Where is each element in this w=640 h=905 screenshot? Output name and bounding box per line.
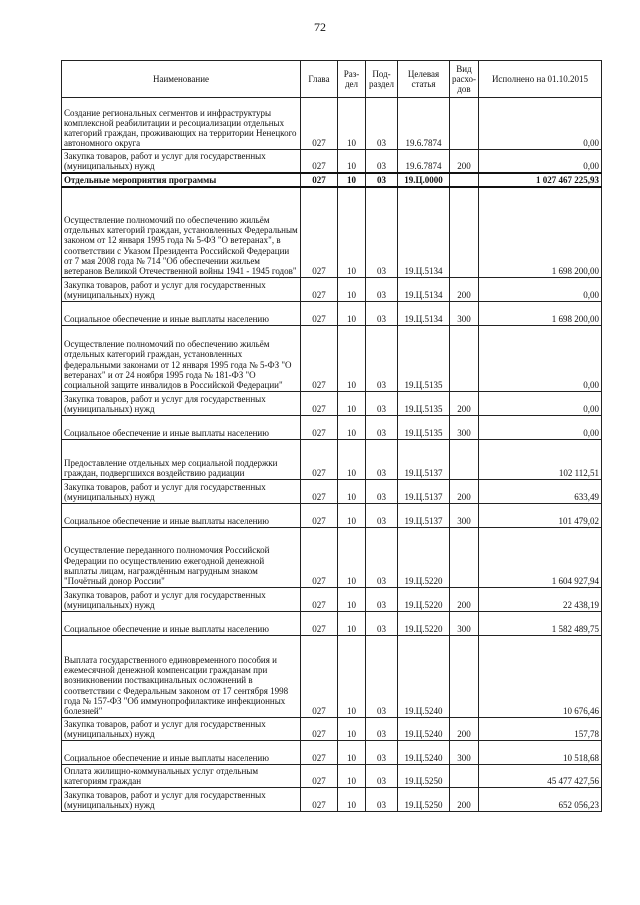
table-row xyxy=(62,98,602,150)
cell-name: Закупка товаров, работ и услуг для государственных (муниципальных) нужд xyxy=(62,150,301,174)
cell-sum: 1 698 200,00 xyxy=(479,301,602,325)
table-row xyxy=(62,764,602,787)
cell-name: Социальное обеспечение и иные выплаты населению xyxy=(62,301,301,325)
cell-razdel: 10 xyxy=(338,150,366,174)
cell-razdel: 10 xyxy=(338,325,366,391)
cell-glava: 027 xyxy=(301,740,338,764)
cell-sum: 0,00 xyxy=(479,277,602,301)
cell-name: Закупка товаров, работ и услуг для государственных (муниципальных) нужд xyxy=(62,391,301,415)
cell-razdel: 10 xyxy=(338,635,366,717)
cell-razdel: 10 xyxy=(338,740,366,764)
cell-podrazdel: 03 xyxy=(366,587,398,611)
cell-podrazdel: 03 xyxy=(366,635,398,717)
cell-vid xyxy=(450,187,479,277)
cell-sum: 0,00 xyxy=(479,325,602,391)
cell-sum: 101 479,02 xyxy=(479,503,602,527)
table-row xyxy=(62,503,602,527)
cell-target: 19.Ц.5137 xyxy=(398,479,450,503)
header-glava: Глава xyxy=(301,61,338,98)
cell-name: Оплата жилищно-коммунальных услуг отдельным категориям граждан xyxy=(62,764,301,787)
cell-podrazdel: 03 xyxy=(366,325,398,391)
cell-razdel: 10 xyxy=(338,764,366,787)
cell-vid xyxy=(450,635,479,717)
cell-vid: 200 xyxy=(450,479,479,503)
cell-razdel: 10 xyxy=(338,415,366,439)
cell-sum: 10 676,46 xyxy=(479,635,602,717)
cell-razdel: 10 xyxy=(338,98,366,150)
cell-sum: 102 112,51 xyxy=(479,439,602,479)
header-target: Целевая статья xyxy=(398,61,450,98)
cell-vid xyxy=(450,173,479,187)
cell-podrazdel: 03 xyxy=(366,479,398,503)
cell-target: 19.Ц.5134 xyxy=(398,187,450,277)
cell-name: Социальное обеспечение и иные выплаты населению xyxy=(62,415,301,439)
cell-sum: 0,00 xyxy=(479,150,602,174)
cell-glava: 027 xyxy=(301,439,338,479)
cell-glava: 027 xyxy=(301,527,338,587)
cell-name: Социальное обеспечение и иные выплаты населению xyxy=(62,740,301,764)
table-row xyxy=(62,717,602,740)
cell-glava: 027 xyxy=(301,587,338,611)
cell-name: Осуществление переданного полномочия Российской Федерации по осуществлению ежегодной денежной выплаты лицам, награждённым нагрудным знаком "Почётный донор России" xyxy=(62,527,301,587)
cell-glava: 027 xyxy=(301,717,338,740)
cell-target: 19.Ц.5220 xyxy=(398,527,450,587)
cell-target: 19.Ц.5137 xyxy=(398,503,450,527)
cell-target: 19.Ц.5250 xyxy=(398,788,450,812)
header-razdel: Раз-дел xyxy=(338,61,366,98)
cell-glava: 027 xyxy=(301,635,338,717)
cell-sum: 157,78 xyxy=(479,717,602,740)
cell-vid: 200 xyxy=(450,277,479,301)
cell-name: Социальное обеспечение и иные выплаты населению xyxy=(62,503,301,527)
cell-sum: 1 582 489,75 xyxy=(479,611,602,635)
header-executed: Исполнено на 01.10.2015 xyxy=(479,61,602,98)
table-row xyxy=(62,527,602,587)
cell-razdel: 10 xyxy=(338,527,366,587)
cell-sum: 1 027 467 225,93 xyxy=(479,173,602,187)
table-row xyxy=(62,325,602,391)
cell-podrazdel: 03 xyxy=(366,301,398,325)
cell-glava: 027 xyxy=(301,325,338,391)
cell-name: Предоставление отдельных мер социальной поддержки граждан, подвергшихся воздействию радиации xyxy=(62,439,301,479)
cell-target: 19.Ц.5240 xyxy=(398,635,450,717)
cell-glava: 027 xyxy=(301,391,338,415)
cell-vid xyxy=(450,527,479,587)
cell-glava: 027 xyxy=(301,611,338,635)
cell-vid: 300 xyxy=(450,301,479,325)
cell-podrazdel: 03 xyxy=(366,717,398,740)
table-row xyxy=(62,277,602,301)
cell-target: 19.Ц.5134 xyxy=(398,277,450,301)
cell-razdel: 10 xyxy=(338,611,366,635)
cell-glava: 027 xyxy=(301,150,338,174)
header-podrazdel: Под-раздел xyxy=(366,61,398,98)
cell-target: 19.Ц.5220 xyxy=(398,587,450,611)
cell-sum: 652 056,23 xyxy=(479,788,602,812)
cell-name: Закупка товаров, работ и услуг для государственных (муниципальных) нужд xyxy=(62,479,301,503)
table-row xyxy=(62,415,602,439)
table-row xyxy=(62,391,602,415)
cell-vid: 200 xyxy=(450,717,479,740)
cell-name: Осуществление полномочий по обеспечению жильём отдельных категорий граждан, установленных Федеральным законом от 12 января 1995 года № 5-ФЗ "О ветеранах", в соответствии с Указом Президента Российской Федерации от 7 мая 2008 года № 714 "Об обеспечении жильем ветеранов Великой Отечественной войны 1941 - 1945 годов" xyxy=(62,187,301,277)
cell-target: 19.Ц.5135 xyxy=(398,391,450,415)
cell-vid xyxy=(450,764,479,787)
cell-name: Осуществление полномочий по обеспечению жильём отдельных категорий граждан, установленных федеральными законами от 12 января 1995 года № 5-ФЗ "О ветеранах" и от 24 ноября 1995 года № 181-ФЗ "О социальной защите инвалидов в Российской Федерации" xyxy=(62,325,301,391)
cell-sum: 1 604 927,94 xyxy=(479,527,602,587)
cell-vid xyxy=(450,439,479,479)
cell-podrazdel: 03 xyxy=(366,764,398,787)
cell-target: 19.Ц.5240 xyxy=(398,717,450,740)
table-row xyxy=(62,788,602,812)
cell-name: Социальное обеспечение и иные выплаты населению xyxy=(62,611,301,635)
cell-razdel: 10 xyxy=(338,503,366,527)
table-body xyxy=(62,98,602,812)
cell-vid: 200 xyxy=(450,150,479,174)
cell-name: Отдельные мероприятия программы xyxy=(62,173,301,187)
cell-name: Закупка товаров, работ и услуг для государственных (муниципальных) нужд xyxy=(62,717,301,740)
cell-target: 19.Ц.5220 xyxy=(398,611,450,635)
cell-razdel: 10 xyxy=(338,439,366,479)
cell-vid xyxy=(450,325,479,391)
cell-name: Закупка товаров, работ и услуг для государственных (муниципальных) нужд xyxy=(62,277,301,301)
cell-sum: 10 518,68 xyxy=(479,740,602,764)
cell-razdel: 10 xyxy=(338,587,366,611)
cell-razdel: 10 xyxy=(338,391,366,415)
cell-podrazdel: 03 xyxy=(366,150,398,174)
cell-podrazdel: 03 xyxy=(366,277,398,301)
table-row xyxy=(62,479,602,503)
table-row xyxy=(62,611,602,635)
cell-razdel: 10 xyxy=(338,187,366,277)
cell-target: 19.Ц.0000 xyxy=(398,173,450,187)
cell-target: 19.6.7874 xyxy=(398,98,450,150)
cell-glava: 027 xyxy=(301,277,338,301)
cell-sum: 0,00 xyxy=(479,415,602,439)
cell-podrazdel: 03 xyxy=(366,527,398,587)
cell-podrazdel: 03 xyxy=(366,187,398,277)
cell-name: Создание региональных сегментов и инфраструктуры комплексной реабилитации и ресоциализации отдельных категорий граждан, проживающих на территории Ненецкого автономного округа xyxy=(62,98,301,150)
cell-vid: 300 xyxy=(450,503,479,527)
cell-podrazdel: 03 xyxy=(366,415,398,439)
cell-sum: 1 698 200,00 xyxy=(479,187,602,277)
cell-glava: 027 xyxy=(301,788,338,812)
cell-glava: 027 xyxy=(301,479,338,503)
table-row xyxy=(62,587,602,611)
cell-podrazdel: 03 xyxy=(366,173,398,187)
cell-razdel: 10 xyxy=(338,277,366,301)
budget-table xyxy=(61,60,602,812)
header-name: Наименование xyxy=(62,61,301,98)
cell-target: 19.Ц.5135 xyxy=(398,325,450,391)
cell-target: 19.6.7874 xyxy=(398,150,450,174)
cell-vid: 300 xyxy=(450,740,479,764)
cell-podrazdel: 03 xyxy=(366,503,398,527)
cell-name: Закупка товаров, работ и услуг для государственных (муниципальных) нужд xyxy=(62,587,301,611)
cell-sum: 0,00 xyxy=(479,391,602,415)
cell-razdel: 10 xyxy=(338,173,366,187)
cell-podrazdel: 03 xyxy=(366,788,398,812)
cell-podrazdel: 03 xyxy=(366,98,398,150)
table-row xyxy=(62,740,602,764)
cell-target: 19.Ц.5240 xyxy=(398,740,450,764)
cell-target: 19.Ц.5250 xyxy=(398,764,450,787)
cell-sum: 22 438,19 xyxy=(479,587,602,611)
cell-glava: 027 xyxy=(301,173,338,187)
table-row xyxy=(62,173,602,187)
cell-target: 19.Ц.5137 xyxy=(398,439,450,479)
cell-razdel: 10 xyxy=(338,301,366,325)
cell-podrazdel: 03 xyxy=(366,611,398,635)
cell-sum: 45 477 427,56 xyxy=(479,764,602,787)
cell-razdel: 10 xyxy=(338,479,366,503)
table-row xyxy=(62,187,602,277)
cell-name: Закупка товаров, работ и услуг для государственных (муниципальных) нужд xyxy=(62,788,301,812)
cell-sum: 0,00 xyxy=(479,98,602,150)
cell-glava: 027 xyxy=(301,187,338,277)
cell-vid: 200 xyxy=(450,587,479,611)
cell-glava: 027 xyxy=(301,98,338,150)
cell-podrazdel: 03 xyxy=(366,740,398,764)
cell-podrazdel: 03 xyxy=(366,439,398,479)
cell-glava: 027 xyxy=(301,764,338,787)
table-header-row xyxy=(62,61,602,98)
cell-vid: 300 xyxy=(450,415,479,439)
cell-razdel: 10 xyxy=(338,717,366,740)
table-row xyxy=(62,439,602,479)
header-vid: Вид расхо-дов xyxy=(450,61,479,98)
table-row xyxy=(62,150,602,174)
cell-target: 19.Ц.5135 xyxy=(398,415,450,439)
cell-name: Выплата государственного единовременного пособия и ежемесячной денежной компенсации гражданам при возникновении поствакцинальных осложнений в соответствии с Федеральным законом от 17 сентября 1998 года № 157-ФЗ "Об иммунопрофилактике инфекционных болезней" xyxy=(62,635,301,717)
cell-vid: 200 xyxy=(450,391,479,415)
cell-glava: 027 xyxy=(301,503,338,527)
page-number: 72 xyxy=(314,20,326,34)
cell-razdel: 10 xyxy=(338,788,366,812)
cell-sum: 633,49 xyxy=(479,479,602,503)
cell-target: 19.Ц.5134 xyxy=(398,301,450,325)
cell-vid: 300 xyxy=(450,611,479,635)
cell-vid xyxy=(450,98,479,150)
table-row xyxy=(62,301,602,325)
cell-glava: 027 xyxy=(301,415,338,439)
table-row xyxy=(62,635,602,717)
cell-glava: 027 xyxy=(301,301,338,325)
cell-podrazdel: 03 xyxy=(366,391,398,415)
cell-vid: 200 xyxy=(450,788,479,812)
